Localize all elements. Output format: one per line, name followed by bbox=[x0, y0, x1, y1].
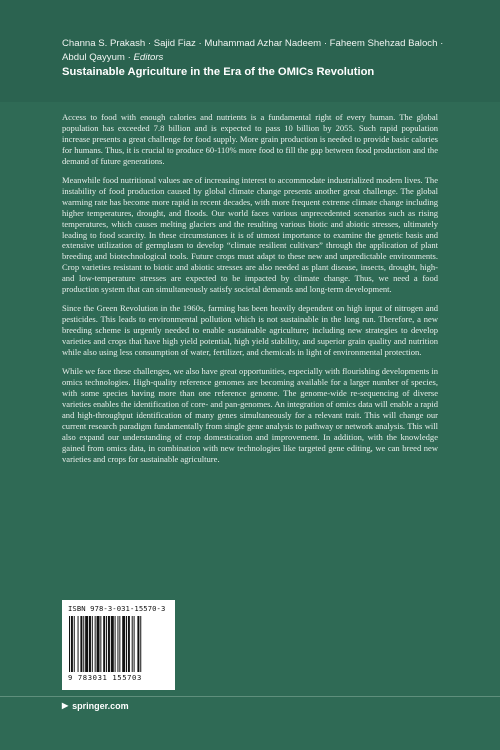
editors-block bbox=[62, 37, 472, 64]
barcode-box bbox=[62, 600, 175, 690]
blurb-paragraph-3: Since the Green Revolution in the 1960s, farming has been heavily dependent on high input of nitrogen and pesticides. This leads to environmental pollution which is not sustainable in the long run. Therefore, a new breeding scheme is urgently needed to enable sustainable agriculture; including new strategies to develop varieties and crops that have high yield potential, high yield stability, and superior grain quality and nutrition while also using less consumption of water, fertilizer, and chemicals in light of environmental protection. bbox=[62, 303, 438, 358]
publisher-link[interactable] bbox=[62, 701, 129, 711]
publisher-url: springer.com bbox=[72, 701, 129, 711]
blurb-paragraph-2: Meanwhile food nutritional values are of increasing interest to accommodate industrialized modern lives. The instability of food production caused by global climate change presents another great challenge. The global warming rate has become more rapid in recent decades, with more frequent extreme climate change including higher temperatures, drought, and floods. Our world faces various unprecedented scenarios such as rising temperatures, which causes melting glaciers and the resulting various biotic and abiotic stresses, ultimately leading to food scarcity. In these circumstances it is of utmost importance to examine the genetic basis and extensive utilization of germplasm to develop “climate resilient cultivars” through the application of plant breeding and biotechnological tools. Future crops must adapt to these new and unpredictable environments. Crop varieties resistant to biotic and abiotic stresses are also needed as plant disease, insects, drought, high- and low-temperature stresses are expected to be impacted by climate change. Thus, we need a food production system that can simultaneously satisfy societal demands and long-term development. bbox=[62, 174, 438, 295]
barcode-digits: 9 783031 155703 bbox=[68, 673, 142, 682]
editor-last: Abdul Qayyum bbox=[62, 51, 125, 63]
arrow-right-icon: ▶ bbox=[62, 701, 69, 710]
barcode-image bbox=[68, 616, 169, 672]
editors-role: Editors bbox=[133, 51, 164, 63]
editors-line-1: Channa S. Prakash · Sajid Fiaz · Muhammad Azhar Nadeem · Faheem Shehzad Baloch · bbox=[62, 38, 444, 49]
editors-line-2: Abdul Qayyum · Editors bbox=[62, 51, 164, 63]
book-title: Sustainable Agriculture in the Era of the OMICs Revolution bbox=[62, 66, 375, 78]
blurb-paragraph-4: While we face these challenges, we also have great opportunities, especially with flourishing developments in omics technologies. High-quality reference genomes are becoming available for a larger number of species, with some species having more than one reference genome. The genome-wide re-sequencing of diverse varieties enables the identification of core- and pan-genomes. An integration of omics data will enable a rapid and high-throughput identification of many genes simultaneously for a relevant trait. This will change our current research paradigm fundamentally from single gene analysis to pathway or network analysis. This will also expand our understanding of crop domestication and improvement. In addition, with the knowledge gained from omics data, in combination with new technologies like targeted gene editing, we can breed new varieties and crops for sustainable agriculture. bbox=[62, 366, 438, 464]
footer-divider bbox=[0, 696, 500, 697]
blurb-text bbox=[62, 112, 438, 473]
isbn-label: ISBN 978-3-031-15570-3 bbox=[68, 604, 166, 613]
blurb-paragraph-1: Access to food with enough calories and nutrients is a fundamental right of every human. The global population has exceeded 7.8 billion and is expected to pass 10 billion by 2055. Such rapid population increase presents a great challenge for food supply. More grain production is needed to provide basic calories for humans. Thus, it is crucial to produce 60-110% more food to fill the gap between food production and the demand of future generations. bbox=[62, 112, 438, 166]
